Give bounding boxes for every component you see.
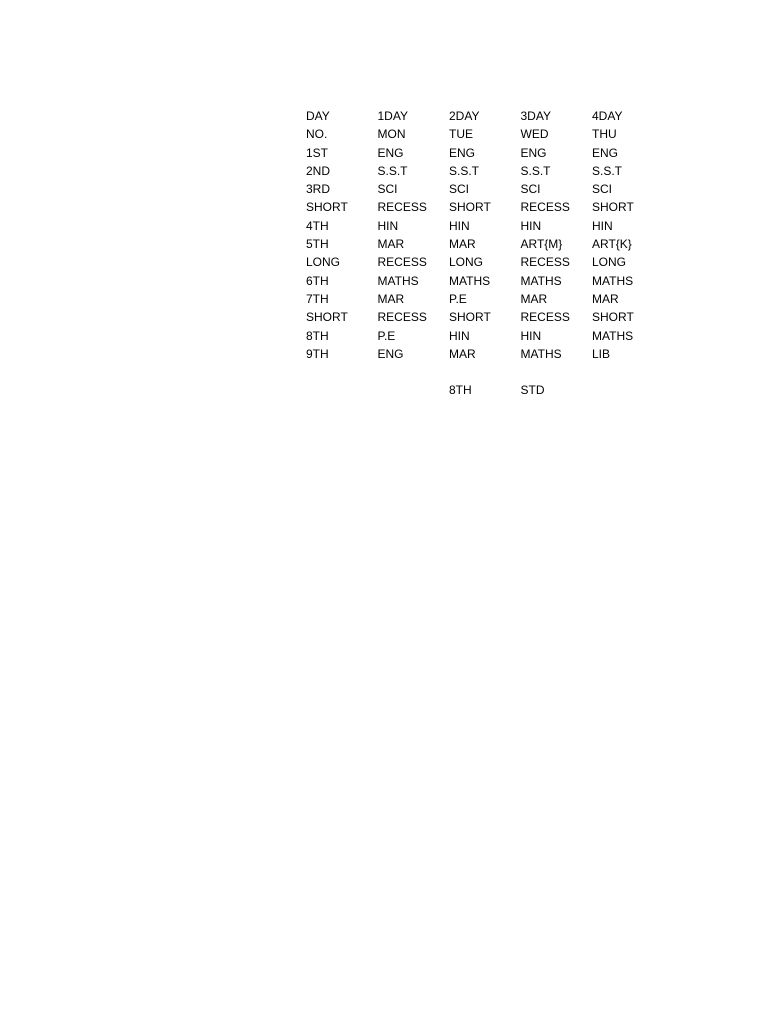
table-row (306, 217, 664, 235)
table-cell: P.E (449, 291, 467, 306)
table-cell: RECESS (520, 310, 570, 325)
table-cell: MATHS (520, 273, 562, 288)
table-cell: MAR (377, 237, 405, 252)
table-cell: 4TH (306, 218, 329, 233)
table-cell: HIN (449, 328, 470, 343)
table-cell: MAR (520, 291, 548, 306)
table-cell: SHORT (449, 310, 491, 325)
table-row (306, 235, 664, 253)
table-cell: S.S.T (377, 163, 408, 178)
table-row (306, 125, 664, 143)
table-row (306, 107, 664, 125)
footer-spacer (306, 381, 449, 399)
table-cell: SHORT (592, 310, 634, 325)
table-cell: SCI (449, 182, 470, 197)
table-cell: MATHS (449, 273, 491, 288)
table-cell: SCI (377, 182, 398, 197)
table-cell: S.S.T (520, 163, 551, 178)
grade-label: 8TH (449, 383, 472, 397)
table-cell: MAR (377, 291, 405, 306)
table-cell: LONG (449, 255, 484, 270)
table-cell: HIN (592, 218, 613, 233)
table-cell: SCI (592, 182, 613, 197)
table-cell: 1ST (306, 145, 329, 160)
table-cell: MAR (592, 291, 619, 306)
table-cell: ENG (377, 346, 404, 361)
table-cell: MON (377, 127, 406, 142)
table-cell: MATHS (592, 273, 634, 288)
table-cell: SHORT (306, 200, 348, 215)
table-cell: HIN (520, 328, 542, 343)
table-cell: HIN (377, 218, 399, 233)
table-cell: 1DAY (377, 109, 408, 123)
table-row (306, 327, 664, 345)
std-label: STD (520, 383, 545, 397)
table-cell: 4DAY (592, 109, 623, 123)
table-row (306, 198, 664, 216)
table-cell: S.S.T (592, 163, 623, 178)
table-cell: ENG (377, 145, 404, 160)
table-cell: ENG (449, 145, 476, 160)
timetable-sheet (306, 107, 664, 363)
table-cell: SHORT (592, 200, 634, 215)
table-cell: HIN (520, 218, 542, 233)
table-cell: ART{M} (520, 237, 563, 252)
table-row (306, 180, 664, 198)
table-cell: ENG (592, 145, 619, 160)
table-cell: TUE (449, 127, 473, 142)
table-cell: RECESS (377, 310, 427, 325)
table-cell: RECESS (377, 200, 427, 215)
table-cell: MATHS (377, 273, 419, 288)
table-cell: ART{K} (592, 237, 632, 252)
table-row (306, 272, 664, 290)
table-cell: 6TH (306, 273, 329, 288)
table-cell: 2ND (306, 163, 331, 178)
table-cell: SCI (520, 182, 541, 197)
table-cell: SHORT (306, 310, 348, 325)
table-cell: DAY (306, 109, 330, 123)
table-row (306, 162, 664, 180)
table-row (306, 144, 664, 162)
table-cell: ENG (520, 145, 547, 160)
table-cell: NO. (306, 127, 328, 142)
table-cell: P.E (377, 328, 396, 343)
table-cell: 9TH (306, 346, 329, 361)
table-cell: RECESS (520, 200, 570, 215)
table-cell: 5TH (306, 237, 329, 252)
table-cell: S.S.T (449, 163, 480, 178)
table-cell: LIB (592, 346, 611, 361)
table-cell: LONG (306, 255, 341, 270)
table-row (306, 345, 664, 363)
timetable (306, 107, 664, 363)
table-cell: 2DAY (449, 109, 480, 123)
table-cell: THU (592, 127, 617, 142)
table-cell: 3DAY (520, 109, 551, 123)
table-cell: HIN (449, 218, 470, 233)
table-cell: 8TH (306, 328, 329, 343)
table-cell: 3RD (306, 182, 331, 197)
table-cell: 7TH (306, 291, 329, 306)
table-cell: WED (520, 127, 549, 142)
table-cell: MAR (449, 346, 476, 361)
table-row (306, 290, 664, 308)
class-footer (306, 381, 592, 399)
table-cell: MATHS (592, 328, 634, 343)
table-cell: MAR (449, 237, 476, 252)
table-row (306, 253, 664, 271)
table-cell: LONG (592, 255, 627, 270)
table-cell: SHORT (449, 200, 491, 215)
table-cell: RECESS (520, 255, 570, 270)
table-cell: RECESS (377, 255, 427, 270)
table-cell: MATHS (520, 346, 562, 361)
table-row (306, 308, 664, 326)
